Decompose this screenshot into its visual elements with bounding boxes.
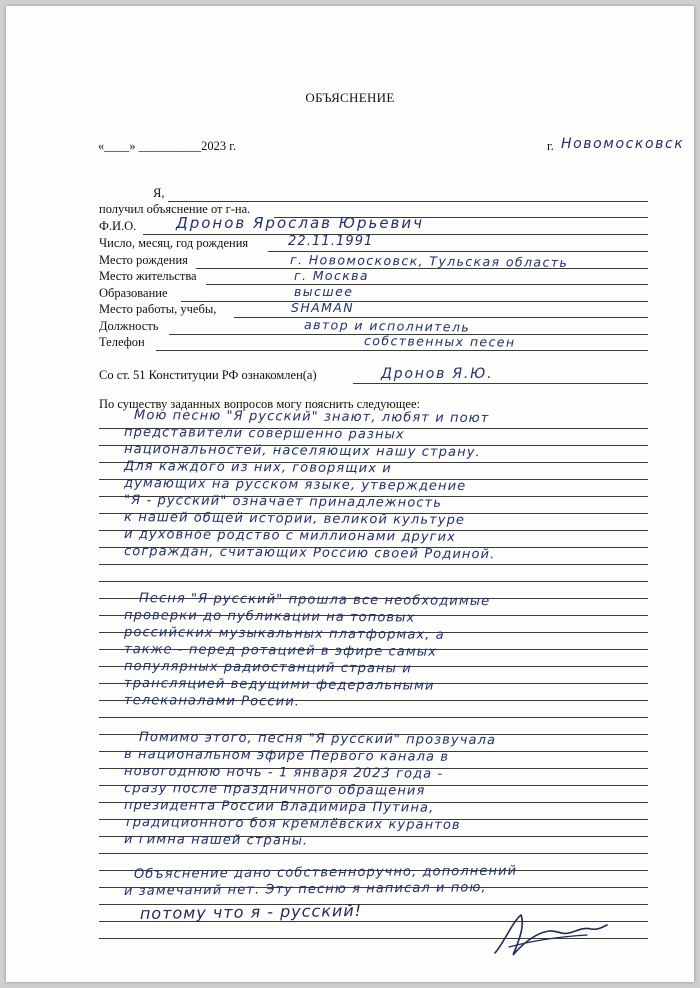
constitution-line [353, 383, 648, 384]
handwritten-line: представители совершенно разных [124, 425, 405, 443]
handwritten-line: думающих на русском языке, утверждение [124, 476, 467, 494]
phone-label: Телефон [99, 335, 145, 349]
work-label: Место работы, учебы, [99, 302, 217, 316]
handwritten-line: в национальном эфире Первого канала в [124, 747, 450, 765]
birthplace-value: г. Новомосковск, Тульская область [290, 252, 569, 270]
phone-line [156, 350, 648, 351]
document-page [6, 6, 694, 982]
position-value-2: собственных песен [364, 333, 516, 350]
city-handwritten: Новомосковск [561, 136, 685, 152]
explanation-intro: По существу заданных вопросов могу пояснить следующее: [99, 397, 420, 411]
handwritten-line: российских музыкальных платформах, а [124, 625, 445, 643]
handwritten-line: президента России Владимира Путина, [124, 798, 435, 816]
constitution-signature: Дронов Я.Ю. [381, 366, 494, 382]
fio-line [143, 234, 648, 235]
handwritten-line: и гимна нашей страны. [124, 832, 309, 849]
work-value: SHAMAN [291, 300, 354, 315]
handwritten-line: и замечаний нет. Эту песню я написал и пою, [123, 880, 487, 899]
handwritten-line: трансляцией ведущими федеральными [124, 676, 435, 694]
birth-value: 22.11.1991 [288, 234, 374, 249]
handwritten-line: сразу после праздничного обращения [124, 781, 426, 799]
city-prefix: г. [547, 139, 554, 153]
handwritten-line: национальностей, населяющих нашу страну. [124, 442, 481, 461]
handwritten-line: традиционного боя кремлёвских курантов [124, 815, 461, 833]
document-title: ОБЪЯСНЕНИЕ [305, 90, 395, 105]
handwritten-line: популярных радиостанций страны и [124, 659, 412, 677]
signature-scribble [491, 911, 611, 959]
handwritten-line: Мою песню "Я русский" знают, любят и поют [134, 408, 490, 427]
handwritten-line: телеканалами России. [124, 693, 301, 710]
fio-value: Дронов Ярослав Юрьевич [176, 214, 425, 232]
ya-label: Я, [153, 186, 165, 200]
position-value-1: автор и исполнитель [304, 317, 471, 335]
handwritten-line: к нашей общей истории, великой культуре [124, 510, 466, 528]
handwritten-line: проверки до публикации на топовых [124, 608, 416, 626]
education-label: Образование [99, 286, 168, 300]
birth-label: Число, месяц, год рождения [99, 236, 249, 250]
handwritten-line: новогоднюю ночь - 1 января 2023 года - [124, 764, 444, 782]
handwritten-line: также - перед ротацией в эфире самых [124, 642, 438, 660]
handwritten-line: Для каждого из них, говорящих и [124, 459, 392, 477]
handwritten-line: сограждан, считающих Россию своей Родиной. [124, 544, 496, 563]
date-line: «____» __________2023 г. [98, 139, 237, 153]
position-label: Должность [99, 319, 159, 333]
education-line [181, 301, 648, 302]
birthplace-label: Место рождения [99, 253, 188, 267]
handwritten-line: и духовное родство с миллионами других [124, 527, 457, 545]
residence-label: Место жительства [99, 269, 197, 283]
residence-line [206, 284, 648, 285]
fio-label: Ф.И.О. [99, 219, 137, 233]
handwritten-line: Помимо этого, песня "Я русский" прозвучала [139, 730, 497, 749]
handwritten-line-final: потому что я - русский! [139, 900, 363, 923]
education-value: высшее [294, 284, 354, 299]
constitution-label: Со ст. 51 Конституции РФ ознакомлен(а) [99, 368, 317, 382]
handwritten-line: Объяснение дано собственноручно, дополнений [133, 863, 518, 882]
received-label: получил объяснение от г-на. [99, 202, 251, 216]
work-line [234, 317, 648, 318]
handwritten-line: Песня "Я русский" прошла все необходимые [139, 591, 491, 610]
residence-value: г. Москва [294, 268, 369, 283]
handwritten-line: "Я - русский" означает принадлежность [124, 493, 443, 511]
